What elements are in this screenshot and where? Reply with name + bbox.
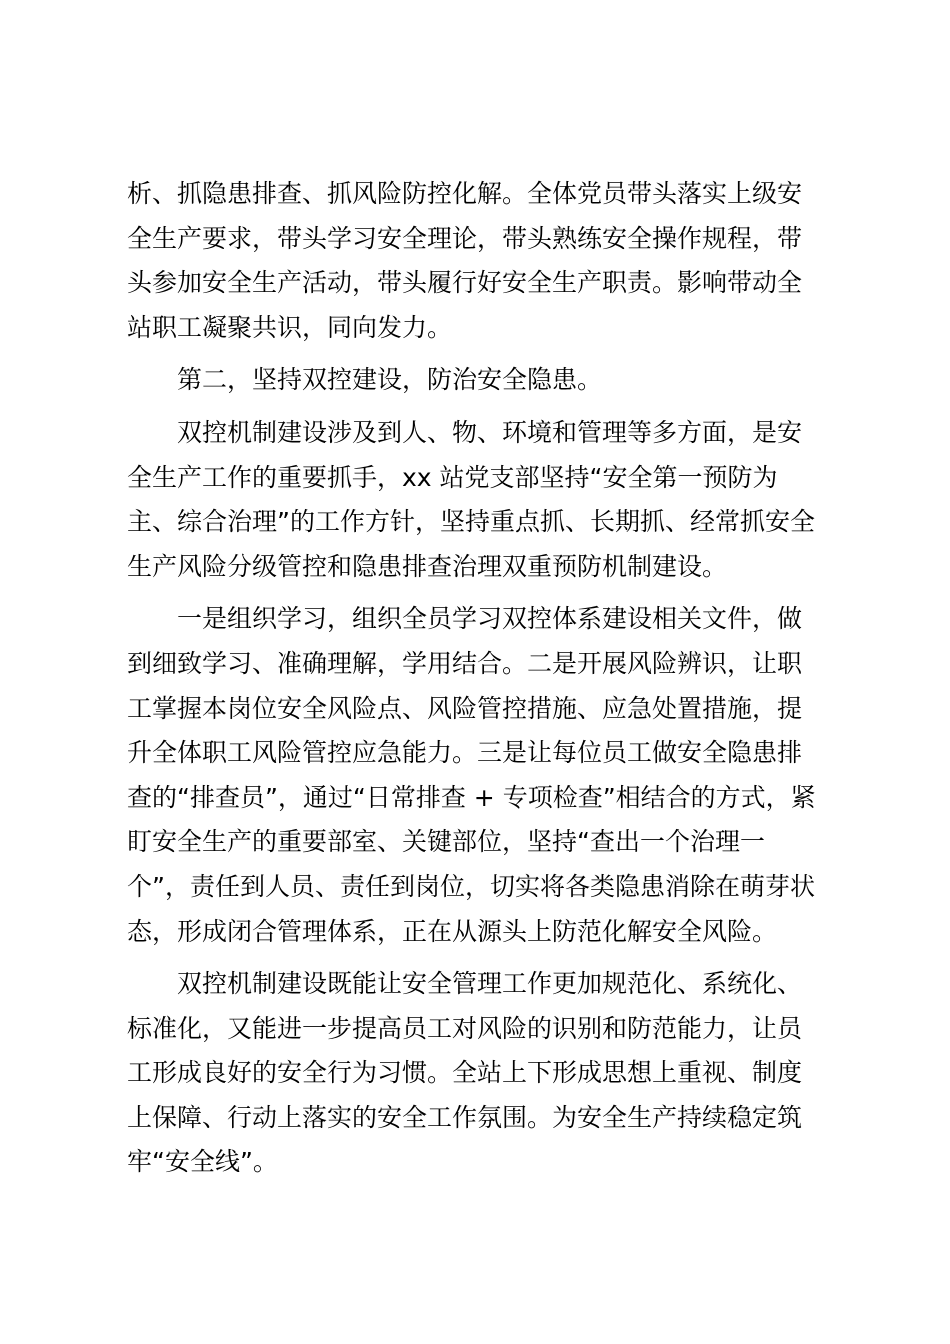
paragraph-2 bbox=[127, 411, 827, 589]
text-line: 到细致学习、准确理解，学用结合。二是开展风险辨识，让职 bbox=[127, 648, 803, 678]
text-line: 全生产工作的重要抓手，xx 站党支部坚持“安全第一预防为 bbox=[127, 462, 778, 492]
text-line: 升全体职工风险管控应急能力。三是让每位员工做安全隐患排 bbox=[127, 738, 803, 768]
text-line: 牢“安全线”。 bbox=[127, 1147, 278, 1177]
paragraph-3 bbox=[127, 597, 827, 954]
text-line: 头参加安全生产活动，带头履行好安全生产职责。影响带动全 bbox=[127, 268, 803, 298]
text-line: 标准化，又能进一步提高员工对风险的识别和防范能力，让员 bbox=[127, 1013, 803, 1043]
text-line: 全生产要求，带头学习安全理论，带头熟练安全操作规程，带 bbox=[127, 223, 803, 253]
text-line: 盯安全生产的重要部室、关键部位，坚持“查出一个治理一 bbox=[127, 827, 765, 857]
text-line: 双控机制建设既能让安全管理工作更加规范化、系统化、 bbox=[177, 969, 803, 999]
document-body bbox=[127, 172, 827, 1185]
text-line: 工形成良好的安全行为习惯。全站上下形成思想上重视、制度 bbox=[127, 1058, 803, 1088]
text-line: 析、抓隐患排查、抓风险防控化解。全体党员带头落实上级安 bbox=[127, 179, 803, 208]
text-line: 双控机制建设涉及到人、物、环境和管理等多方面，是安 bbox=[177, 417, 803, 447]
text-line: 上保障、行动上落实的安全工作氛围。为安全生产持续稳定筑 bbox=[127, 1102, 803, 1132]
text-line: 主、综合治理”的工作方针，坚持重点抓、长期抓、经常抓安全 bbox=[127, 507, 815, 537]
paragraph-1 bbox=[127, 172, 827, 350]
text-line: 工掌握本岗位安全风险点、风险管控措施、应急处置措施，提 bbox=[127, 693, 803, 723]
text-line: 站职工凝聚共识，同向发力。 bbox=[127, 312, 453, 342]
section-heading bbox=[127, 358, 827, 403]
text-line: 个”，责任到人员、责任到岗位，切实将各类隐患消除在萌芽状 bbox=[127, 871, 815, 901]
text-line: 生产风险分级管控和隐患排查治理双重预防机制建设。 bbox=[127, 551, 728, 581]
text-line: 态，形成闭合管理体系，正在从源头上防范化解安全风险。 bbox=[127, 916, 778, 946]
paragraph-4 bbox=[127, 962, 827, 1185]
text-line: 查的“排查员”，通过“日常排查 + 专项检查”相结合的方式，紧 bbox=[127, 782, 816, 812]
text-line: 第二，坚持双控建设，防治安全隐患。 bbox=[177, 365, 603, 395]
text-line: 一是组织学习，组织全员学习双控体系建设相关文件，做 bbox=[177, 604, 803, 634]
